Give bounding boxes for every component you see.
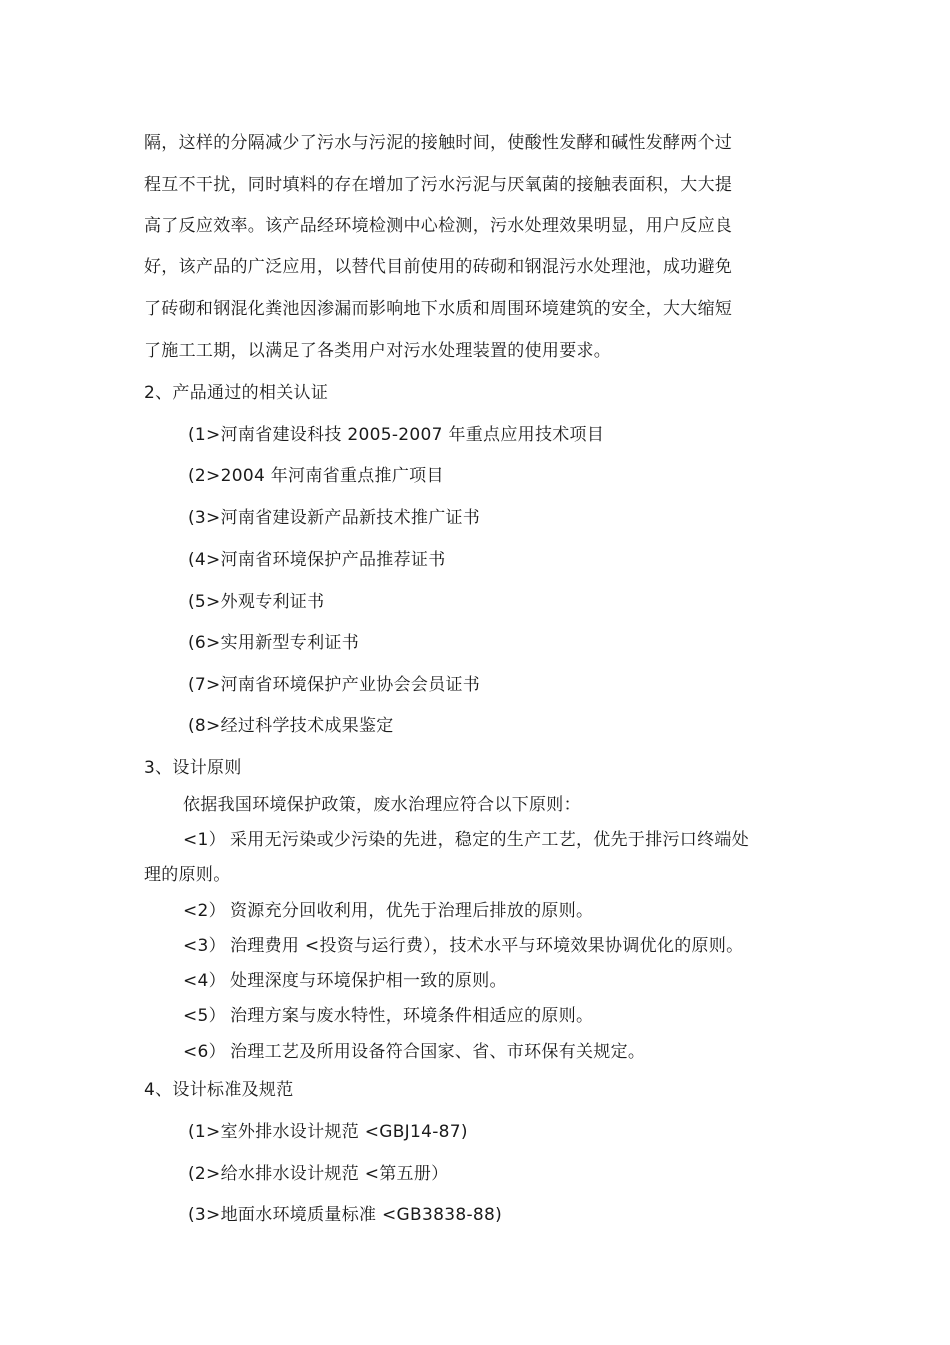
standard-item: (2>给水排水设计规范 <第五册） xyxy=(188,1164,449,1184)
paragraph-line: 好，该产品的广泛应用，以替代目前使用的砖砌和钢混污水处理池，成功避免 xyxy=(144,257,733,277)
principle-number: <4） xyxy=(183,971,226,991)
principle-text: 治理方案与废水特性，环境条件相适应的原则。 xyxy=(230,1006,594,1026)
certification-item: (8>经过科学技术成果鉴定 xyxy=(188,716,394,736)
section-heading-design-standards: 4、设计标准及规范 xyxy=(144,1080,294,1100)
paragraph-line: 程互不干扰，同时填料的存在增加了污水污泥与厌氧菌的接触表面积，大大提 xyxy=(144,175,733,195)
certification-item: (1>河南省建设科技 2005-2007 年重点应用技术项目 xyxy=(188,425,605,445)
principle-text: 治理工艺及所用设备符合国家、省、市环保有关规定。 xyxy=(230,1042,646,1062)
paragraph-line: 了砖砌和钢混化粪池因渗漏而影响地下水质和周围环境建筑的安全，大大缩短 xyxy=(144,299,733,319)
principle-number: <2） xyxy=(183,901,226,921)
paragraph-line: 隔，这样的分隔减少了污水与污泥的接触时间，使酸性发酵和碱性发酵两个过 xyxy=(144,133,733,153)
certification-item: (3>河南省建设新产品新技术推广证书 xyxy=(188,508,481,528)
certification-item: (6>实用新型专利证书 xyxy=(188,633,359,653)
paragraph-line: 高了反应效率。该产品经环境检测中心检测，污水处理效果明显，用户反应良 xyxy=(144,216,733,236)
principle-item xyxy=(183,830,749,850)
standard-item: (1>室外排水设计规范 <GBJ14-87) xyxy=(188,1122,468,1142)
section-heading-certifications: 2、产品通过的相关认证 xyxy=(144,383,329,403)
certification-item: (7>河南省环境保护产业协会会员证书 xyxy=(188,675,481,695)
principle-number: <5） xyxy=(183,1006,226,1026)
principle-number: <1） xyxy=(183,830,226,850)
certification-item: (5>外观专利证书 xyxy=(188,592,325,612)
principle-continuation: 理的原则。 xyxy=(144,865,231,885)
principle-item xyxy=(183,936,743,956)
principle-item xyxy=(183,901,593,921)
section-heading-design-principles: 3、设计原则 xyxy=(144,758,242,778)
principle-text: 治理费用 <投资与运行费），技术水平与环境效果协调优化的原则。 xyxy=(230,936,744,956)
principle-text: 资源充分回收利用，优先于治理后排放的原则。 xyxy=(230,901,594,921)
principle-item xyxy=(183,1042,645,1062)
principle-number: <3） xyxy=(183,936,226,956)
paragraph-line: 了施工工期，以满足了各类用户对污水处理装置的使用要求。 xyxy=(144,341,612,361)
principle-item xyxy=(183,1006,593,1026)
certification-item: (4>河南省环境保护产品推荐证书 xyxy=(188,550,446,570)
standard-item: (3>地面水环境质量标准 <GB3838-88) xyxy=(188,1205,503,1225)
certification-item: (2>2004 年河南省重点推广项目 xyxy=(188,466,444,486)
principle-number: <6） xyxy=(183,1042,226,1062)
principle-item xyxy=(183,971,507,991)
principles-intro: 依据我国环境保护政策，废水治理应符合以下原则： xyxy=(183,795,581,815)
principle-text: 处理深度与环境保护相一致的原则。 xyxy=(230,971,507,991)
principle-text: 采用无污染或少污染的先进，稳定的生产工艺，优先于排污口终端处 xyxy=(230,830,749,850)
